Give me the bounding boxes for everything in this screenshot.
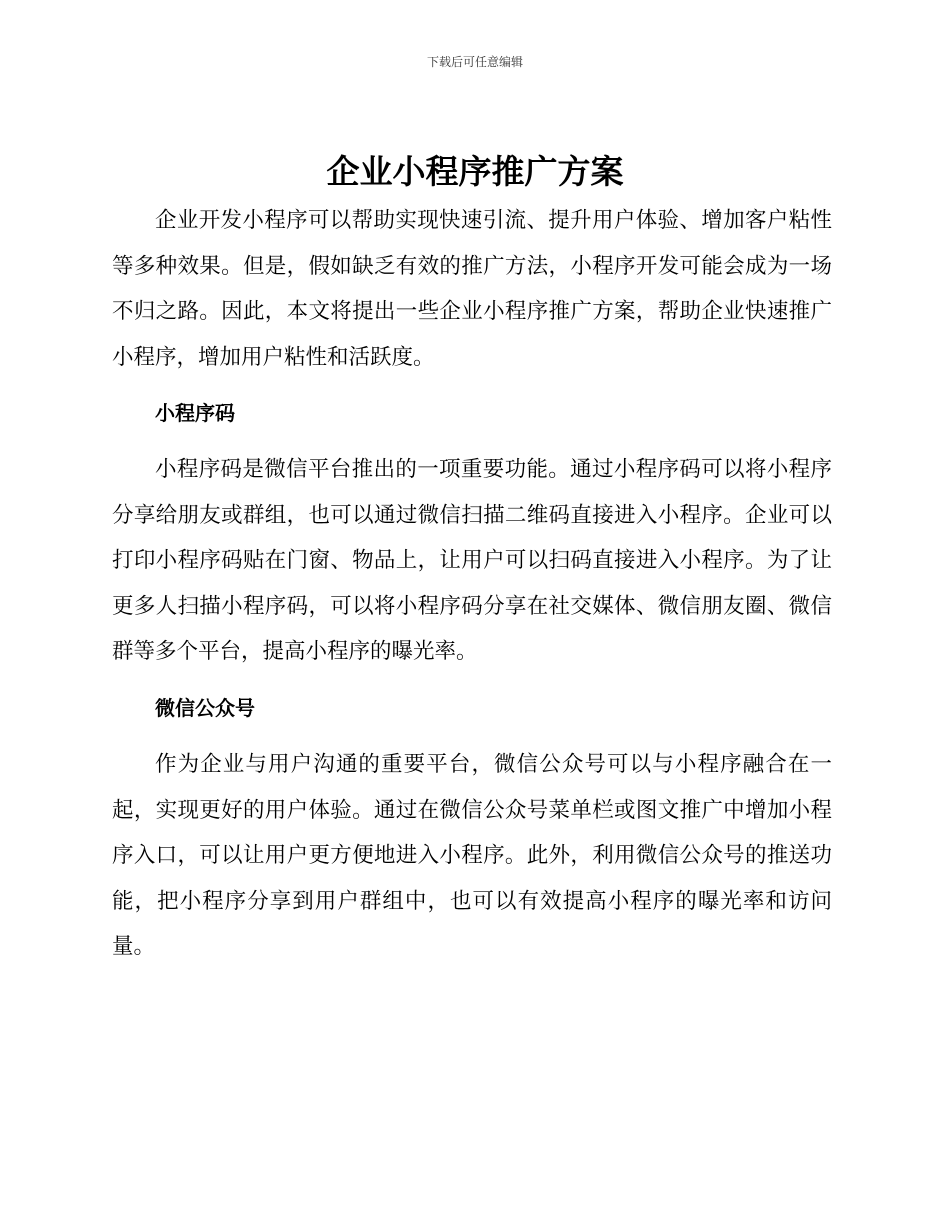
document-title: 企业小程序推广方案 — [326, 152, 624, 191]
intro-block — [112, 198, 832, 380]
page-header-note: 下载后可任意编辑 — [426, 55, 523, 69]
section-heading: 微信公众号 — [155, 696, 255, 720]
section-mini-program-code-body — [112, 447, 832, 675]
section-heading: 小程序码 — [155, 401, 235, 425]
section-paragraph: 作为企业与用户沟通的重要平台，微信公众号可以与小程序融合在一起，实现更好的用户体验。通过在微信公众号菜单栏或图文推广中增加小程序入口，可以让用户更方便地进入小程序。此外，利用微信公众号的推送功能，把小程序分享到用户群组中，也可以有效提高小程序的曝光率和访问量。 — [112, 752, 832, 959]
intro-paragraph: 企业开发小程序可以帮助实现快速引流、提升用户体验、增加客户粘性等多种效果。但是，假如缺乏有效的推广方法，小程序开发可能会成为一场不归之路。因此，本文将提出一些企业小程序推广方案，帮助企业快速推广小程序，增加用户粘性和活跃度。 — [112, 208, 832, 370]
section-wechat-official-account-body — [112, 742, 832, 970]
section-wechat-official-account — [112, 686, 832, 730]
section-mini-program-code — [112, 391, 832, 435]
section-paragraph: 小程序码是微信平台推出的一项重要功能。通过小程序码可以将小程序分享给朋友或群组，也可以通过微信扫描二维码直接进入小程序。企业可以打印小程序码贴在门窗、物品上，让用户可以扫码直接进入小程序。为了让更多人扫描小程序码，可以将小程序码分享在社交媒体、微信朋友圈、微信群等多个平台，提高小程序的曝光率。 — [112, 457, 832, 664]
